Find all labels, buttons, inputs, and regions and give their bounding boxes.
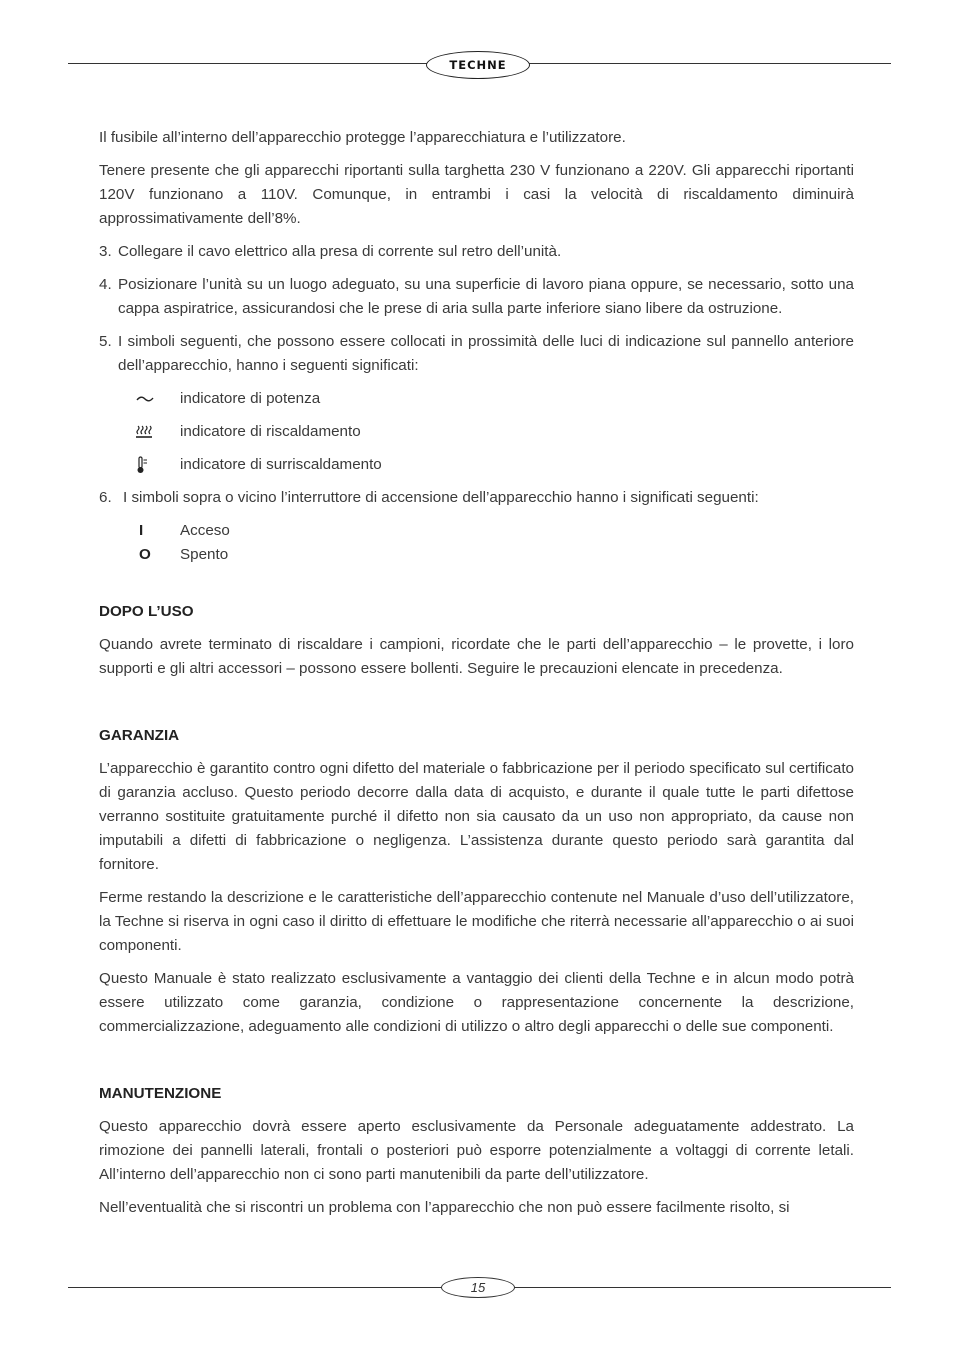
heat-waves-icon [99, 425, 180, 439]
step-item [99, 486, 854, 510]
section-paragraph: Ferme restando la descrizione e le caratteristiche dell’apparecchio contenute nel Manuale d’uso dell’utilizzatore, la Techne si riserva in ogni caso il diritto di effettuare le modifiche che riterrà necessarie all’apparecchio o ai suoi componenti. [99, 889, 854, 954]
symbol-row [99, 453, 854, 477]
step-text: Collegare il cavo elettrico alla presa di corrente sul retro dell’unità. [118, 243, 562, 260]
step-text: Posizionare l’unità su un luogo adeguato, su una superficie di lavoro piana oppure, se necessario, sotto una cappa aspiratrice, assicurandosi che le prese di aria sulla parte inferiore siano libere da ostruzione. [118, 276, 854, 317]
page-content [99, 126, 854, 1229]
switch-label: Acceso [180, 522, 230, 539]
symbol-row [99, 387, 854, 411]
symbol-label: indicatore di surriscaldamento [180, 456, 382, 473]
symbol-label: indicatore di riscaldamento [180, 423, 361, 440]
section-heading-garanzia: GARANZIA [99, 727, 180, 744]
logo-text: TECHNE [449, 58, 507, 72]
step-number: 6. [99, 489, 112, 506]
step-item [99, 240, 854, 264]
step-item [99, 330, 854, 378]
step-text: I simboli sopra o vicino l’interruttore di accensione dell’apparecchio hanno i significati seguenti: [123, 489, 759, 506]
switch-label: Spento [180, 546, 229, 563]
switch-state-row [99, 519, 854, 543]
section-paragraph: Quando avrete terminato di riscaldare i campioni, ricordate che le parti dell’apparecchio – le provette, i loro supporti e gli altri accessori – possono essere bollenti. Seguire le precauzioni elencate in precedenza. [99, 636, 854, 677]
symbol-row [99, 420, 854, 444]
section-paragraph: L’apparecchio è garantito contro ogni difetto del materiale o fabbricazione per il periodo specificato sul certificato di garanzia accluso. Questo periodo decorre dalla data di acquisto, e durante il quale tutte le parti difettose verranno sostituite gratuitamente purché il difetto non sia causato da un uso non appropriato, da cause non imputabili a difetti di fabbricazione o negligenza. L’assistenza durante questo periodo sarà garantita dal fornitore. [99, 760, 854, 873]
section-heading-dopo: DOPO L’USO [99, 603, 194, 620]
section-heading-manutenzione: MANUTENZIONE [99, 1085, 222, 1102]
page-number: 15 [441, 1277, 515, 1298]
section-paragraph: Questo Manuale è stato realizzato esclusivamente a vantaggio dei clienti della Techne e in alcun modo potrà essere utilizzato come garanzia, condizione o rappresentazione concernente la descrizione, commercializzazione, adeguamento alle condizioni di utilizzo o altro degli apparecchi o delle sue componenti. [99, 970, 854, 1035]
switch-key: O [139, 546, 151, 563]
switch-state-row [99, 543, 854, 567]
section-paragraph: Nell’eventualità che si riscontri un problema con l’apparecchio che non può essere facilmente risolto, si [99, 1199, 790, 1216]
thermometer-icon [99, 456, 180, 474]
intro-paragraph: Tenere presente che gli apparecchi riportanti sulla targhetta 230 V funzionano a 220V. Gli apparecchi riportanti 120V funzionano a 110V. Comunque, in entrambi i casi la velocità di riscaldamento diminuirà approssimativamente dell’8%. [99, 162, 854, 227]
intro-paragraph: Il fusibile all’interno dell’apparecchio protegge l’apparecchiatura e l’utilizzatore. [99, 129, 626, 146]
step-number: 4. [99, 276, 112, 293]
step-number: 3. [99, 243, 112, 260]
switch-key: I [139, 522, 144, 539]
step-number: 5. [99, 333, 112, 350]
step-text: I simboli seguenti, che possono essere collocati in prossimità delle luci di indicazione sul pannello anteriore dell’apparecchio, hanno i seguenti significati: [118, 333, 854, 374]
section-paragraph: Questo apparecchio dovrà essere aperto esclusivamente da Personale adeguatamente addestrato. La rimozione dei pannelli laterali, frontali o posteriori può esporre potenzialmente a voltaggi di corrente letali. All’interno dell’apparecchio non ci sono parti manutenibili da parte dell’utilizzatore. [99, 1118, 854, 1183]
techne-logo [426, 51, 530, 79]
tilde-power-icon [99, 394, 180, 404]
symbol-label: indicatore di potenza [180, 390, 321, 407]
step-item [99, 273, 854, 321]
